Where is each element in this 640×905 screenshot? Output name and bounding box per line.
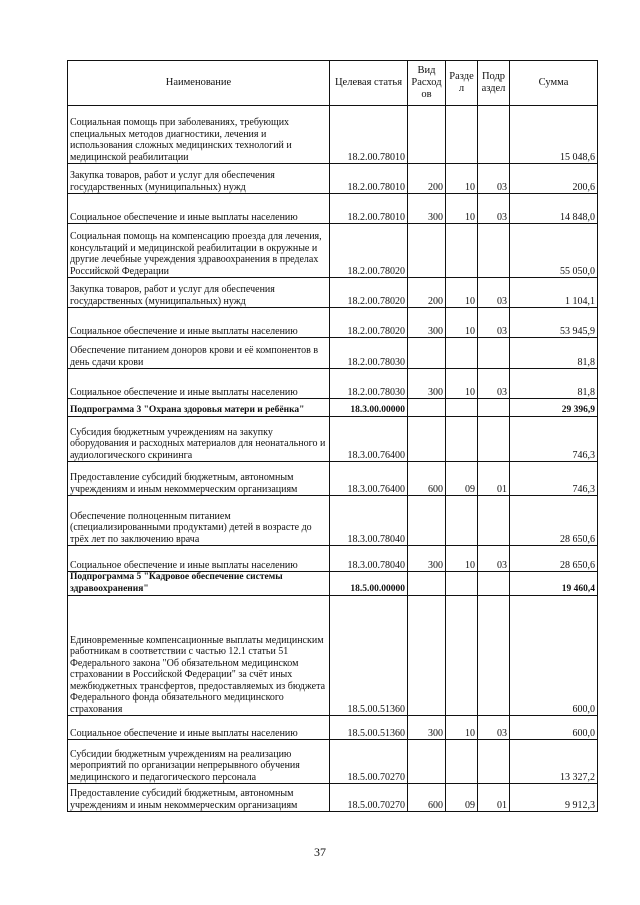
cell-name: Социальная помощь на компенсацию проезда для лечения, консультаций и медицинской реабилитации в окружные и другие лечебные учреждения здравоохранения в пределах Российской Федерации bbox=[68, 224, 330, 278]
table-row bbox=[68, 338, 598, 369]
table-row bbox=[68, 224, 598, 278]
cell-sum: 746,3 bbox=[510, 462, 598, 496]
cell-sum: 81,8 bbox=[510, 369, 598, 399]
cell-razdel: 10 bbox=[446, 278, 478, 308]
cell-razdel bbox=[446, 338, 478, 369]
cell-razdel bbox=[446, 399, 478, 417]
cell-podrazdel: 03 bbox=[478, 164, 510, 194]
header-code: Целевая статья bbox=[330, 61, 408, 106]
table-row bbox=[68, 716, 598, 740]
cell-podrazdel bbox=[478, 496, 510, 546]
cell-name: Социальное обеспечение и иные выплаты населению bbox=[68, 546, 330, 572]
cell-sum: 55 050,0 bbox=[510, 224, 598, 278]
cell-vid bbox=[408, 740, 446, 784]
cell-razdel bbox=[446, 740, 478, 784]
cell-code: 18.3.00.00000 bbox=[330, 399, 408, 417]
cell-vid: 300 bbox=[408, 194, 446, 224]
cell-razdel bbox=[446, 572, 478, 596]
cell-code: 18.5.00.51360 bbox=[330, 716, 408, 740]
cell-code: 18.2.00.78010 bbox=[330, 164, 408, 194]
cell-sum: 28 650,6 bbox=[510, 546, 598, 572]
cell-name: Подпрограмма 3 "Охрана здоровья матери и ребёнка" bbox=[68, 399, 330, 417]
cell-vid bbox=[408, 224, 446, 278]
header-podrazdel: Подр аздел bbox=[478, 61, 510, 106]
cell-sum: 28 650,6 bbox=[510, 496, 598, 546]
cell-sum: 53 945,9 bbox=[510, 308, 598, 338]
page-number: 37 bbox=[314, 845, 326, 859]
cell-razdel bbox=[446, 106, 478, 164]
table-row bbox=[68, 496, 598, 546]
table-row bbox=[68, 399, 598, 417]
cell-sum: 15 048,6 bbox=[510, 106, 598, 164]
cell-code: 18.2.00.78020 bbox=[330, 278, 408, 308]
cell-vid: 600 bbox=[408, 784, 446, 812]
table-row bbox=[68, 572, 598, 596]
cell-podrazdel: 03 bbox=[478, 546, 510, 572]
cell-razdel: 10 bbox=[446, 546, 478, 572]
cell-sum: 9 912,3 bbox=[510, 784, 598, 812]
cell-code: 18.2.00.78020 bbox=[330, 308, 408, 338]
cell-razdel bbox=[446, 496, 478, 546]
cell-razdel bbox=[446, 417, 478, 462]
cell-code: 18.5.00.70270 bbox=[330, 740, 408, 784]
cell-code: 18.2.00.78030 bbox=[330, 338, 408, 369]
cell-vid bbox=[408, 338, 446, 369]
cell-podrazdel bbox=[478, 224, 510, 278]
cell-razdel: 10 bbox=[446, 164, 478, 194]
cell-podrazdel bbox=[478, 572, 510, 596]
table-row bbox=[68, 278, 598, 308]
table-row bbox=[68, 308, 598, 338]
cell-razdel: 09 bbox=[446, 784, 478, 812]
cell-sum: 81,8 bbox=[510, 338, 598, 369]
cell-code: 18.3.00.76400 bbox=[330, 417, 408, 462]
table-row bbox=[68, 106, 598, 164]
cell-razdel: 10 bbox=[446, 716, 478, 740]
cell-name: Закупка товаров, работ и услуг для обеспечения государственных (муниципальных) нужд bbox=[68, 164, 330, 194]
cell-sum: 29 396,9 bbox=[510, 399, 598, 417]
table-row bbox=[68, 596, 598, 716]
cell-podrazdel: 01 bbox=[478, 784, 510, 812]
cell-podrazdel: 01 bbox=[478, 462, 510, 496]
cell-code: 18.5.00.51360 bbox=[330, 596, 408, 716]
cell-vid bbox=[408, 572, 446, 596]
cell-name: Предоставление субсидий бюджетным, автономным учреждениям и иным некоммерческим организациям bbox=[68, 462, 330, 496]
cell-code: 18.2.00.78010 bbox=[330, 194, 408, 224]
cell-code: 18.5.00.70270 bbox=[330, 784, 408, 812]
cell-code: 18.3.00.78040 bbox=[330, 546, 408, 572]
cell-name: Субсидии бюджетным учреждениям на реализацию мероприятий по организации непрерывного обучения медицинского и педагогического персонала bbox=[68, 740, 330, 784]
cell-razdel bbox=[446, 596, 478, 716]
header-sum: Сумма bbox=[510, 61, 598, 106]
header-razdel: Разде л bbox=[446, 61, 478, 106]
cell-podrazdel bbox=[478, 106, 510, 164]
cell-sum: 746,3 bbox=[510, 417, 598, 462]
cell-code: 18.3.00.78040 bbox=[330, 496, 408, 546]
cell-sum: 14 848,0 bbox=[510, 194, 598, 224]
cell-vid: 300 bbox=[408, 716, 446, 740]
cell-sum: 1 104,1 bbox=[510, 278, 598, 308]
cell-razdel: 09 bbox=[446, 462, 478, 496]
table-row bbox=[68, 740, 598, 784]
cell-vid: 300 bbox=[408, 308, 446, 338]
cell-sum: 19 460,4 bbox=[510, 572, 598, 596]
cell-vid bbox=[408, 496, 446, 546]
cell-podrazdel: 03 bbox=[478, 278, 510, 308]
cell-razdel: 10 bbox=[446, 194, 478, 224]
cell-vid bbox=[408, 106, 446, 164]
cell-podrazdel bbox=[478, 596, 510, 716]
cell-sum: 600,0 bbox=[510, 716, 598, 740]
cell-podrazdel: 03 bbox=[478, 194, 510, 224]
cell-name: Социальная помощь при заболеваниях, требующих специальных методов диагностики, лечения и использования сложных медицинских технологий и медицинской реабилитации bbox=[68, 106, 330, 164]
cell-vid: 600 bbox=[408, 462, 446, 496]
cell-name: Предоставление субсидий бюджетным, автономным учреждениям и иным некоммерческим организациям bbox=[68, 784, 330, 812]
cell-podrazdel bbox=[478, 417, 510, 462]
budget-table bbox=[67, 60, 598, 812]
cell-vid: 300 bbox=[408, 369, 446, 399]
table-row bbox=[68, 369, 598, 399]
cell-name: Социальное обеспечение и иные выплаты населению bbox=[68, 716, 330, 740]
cell-podrazdel bbox=[478, 338, 510, 369]
cell-name: Подпрограмма 5 "Кадровое обеспечение системы здравоохранения" bbox=[68, 572, 330, 596]
cell-code: 18.2.00.78020 bbox=[330, 224, 408, 278]
header-vid: Вид Расход ов bbox=[408, 61, 446, 106]
cell-code: 18.5.00.00000 bbox=[330, 572, 408, 596]
cell-name: Обеспечение питанием доноров крови и её компонентов в день сдачи крови bbox=[68, 338, 330, 369]
cell-code: 18.3.00.76400 bbox=[330, 462, 408, 496]
cell-code: 18.2.00.78030 bbox=[330, 369, 408, 399]
table-header-row bbox=[68, 61, 598, 106]
cell-sum: 200,6 bbox=[510, 164, 598, 194]
cell-vid: 300 bbox=[408, 546, 446, 572]
cell-name: Социальное обеспечение и иные выплаты населению bbox=[68, 194, 330, 224]
cell-name: Социальное обеспечение и иные выплаты населению bbox=[68, 369, 330, 399]
cell-vid bbox=[408, 399, 446, 417]
table-row bbox=[68, 417, 598, 462]
cell-razdel bbox=[446, 224, 478, 278]
cell-vid: 200 bbox=[408, 278, 446, 308]
cell-sum: 600,0 bbox=[510, 596, 598, 716]
cell-podrazdel: 03 bbox=[478, 308, 510, 338]
cell-name: Социальное обеспечение и иные выплаты населению bbox=[68, 308, 330, 338]
cell-name: Закупка товаров, работ и услуг для обеспечения государственных (муниципальных) нужд bbox=[68, 278, 330, 308]
cell-podrazdel: 03 bbox=[478, 716, 510, 740]
table-row bbox=[68, 194, 598, 224]
table-row bbox=[68, 462, 598, 496]
cell-vid: 200 bbox=[408, 164, 446, 194]
table-row bbox=[68, 164, 598, 194]
cell-code: 18.2.00.78010 bbox=[330, 106, 408, 164]
cell-podrazdel bbox=[478, 740, 510, 784]
table-row bbox=[68, 546, 598, 572]
cell-podrazdel: 03 bbox=[478, 369, 510, 399]
cell-vid bbox=[408, 417, 446, 462]
cell-name: Субсидия бюджетным учреждениям на закупку оборудования и расходных материалов для неонатального и аудиологического скрининга bbox=[68, 417, 330, 462]
cell-vid bbox=[408, 596, 446, 716]
cell-name: Единовременные компенсационные выплаты медицинским работникам в соответствии с частью 12.1 статьи 51 Федерального закона "Об обязательном медицинском страховании в Российской Федерации" за счёт иных межбюджетных трансфертов, предоставляемых из бюджета Федерального фонда обязательного медицинского страхования bbox=[68, 596, 330, 716]
header-name: Наименование bbox=[68, 61, 330, 106]
cell-razdel: 10 bbox=[446, 308, 478, 338]
table-row bbox=[68, 784, 598, 812]
cell-podrazdel bbox=[478, 399, 510, 417]
cell-sum: 13 327,2 bbox=[510, 740, 598, 784]
cell-razdel: 10 bbox=[446, 369, 478, 399]
cell-name: Обеспечение полноценным питанием (специализированными продуктами) детей в возрасте до трёх лет по заключению врача bbox=[68, 496, 330, 546]
